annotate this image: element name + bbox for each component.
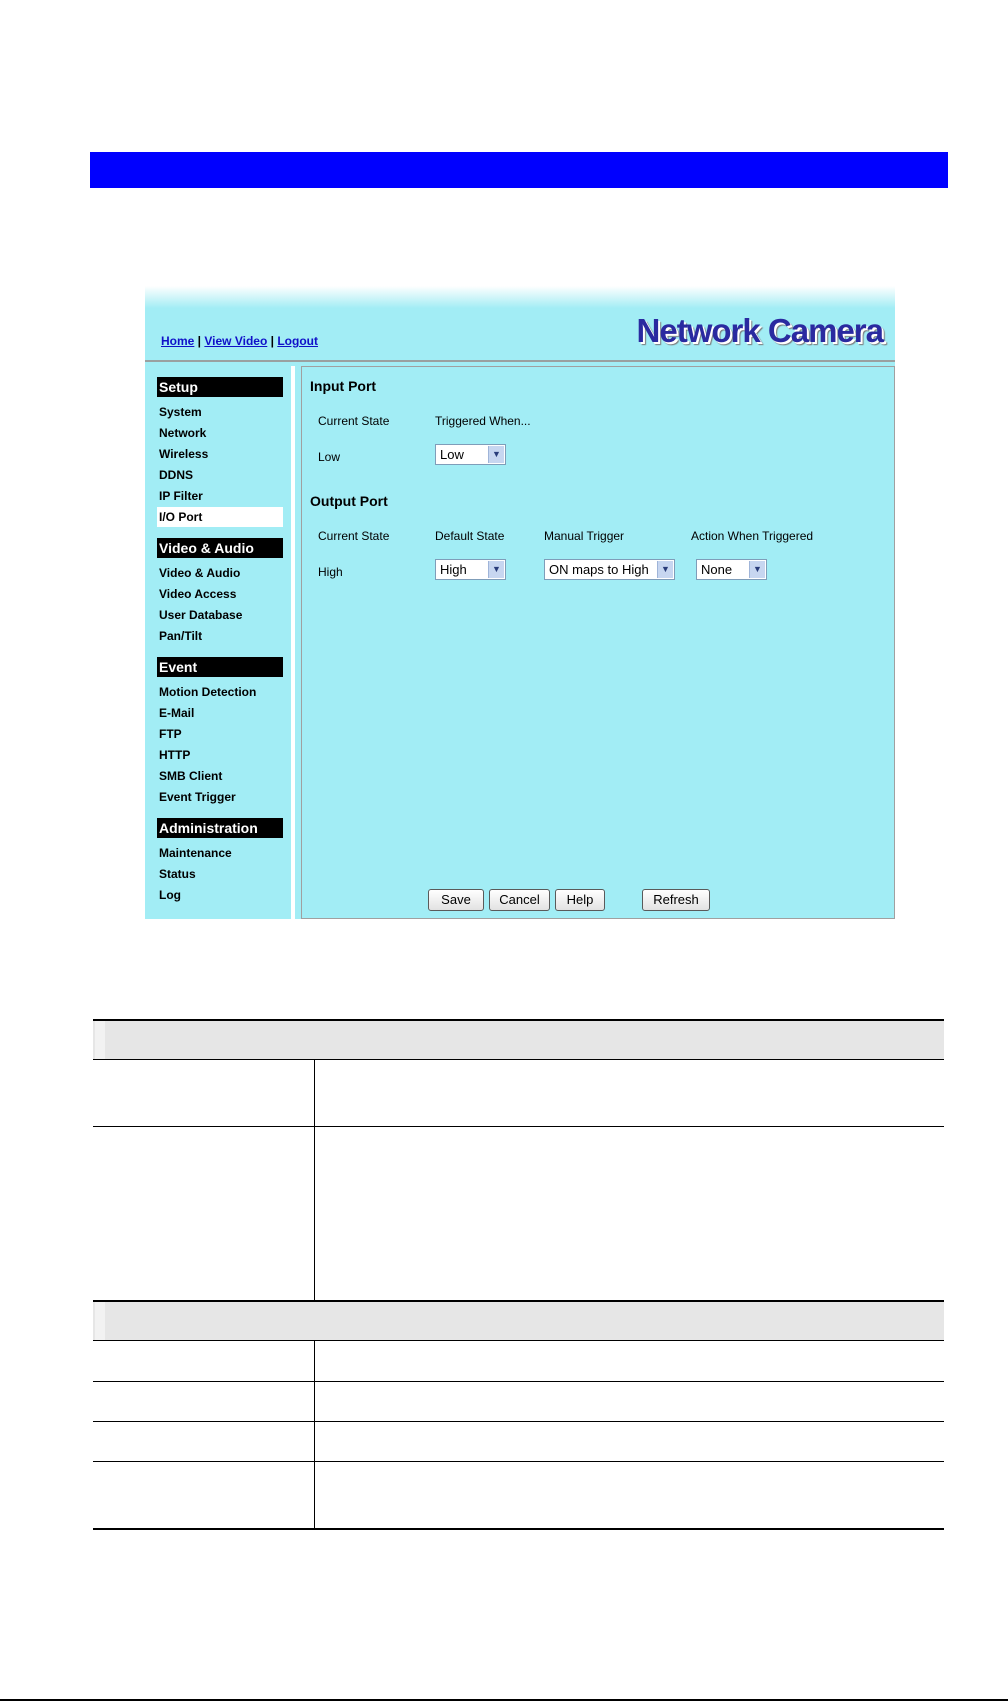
sidebar-section-video-audio: Video & Audio: [157, 538, 283, 558]
table-rule: [93, 1019, 944, 1021]
page-header: [145, 286, 895, 360]
field-description-table: [93, 1019, 944, 1530]
table-section-header: [93, 1021, 944, 1059]
sidebar-item-smb-client[interactable]: SMB Client: [159, 769, 223, 783]
sidebar-nav: [145, 366, 295, 919]
table-rule: [93, 1340, 944, 1341]
table-section-header-edge: [95, 1021, 105, 1059]
output-manual-trigger-select[interactable]: [544, 559, 675, 580]
sidebar-item-video-audio[interactable]: Video & Audio: [159, 566, 241, 580]
sidebar-item-ftp[interactable]: FTP: [159, 727, 182, 741]
output-manual-trigger-value: ON maps to High: [549, 562, 649, 577]
input-current-state-header: Current State: [318, 414, 390, 428]
help-button[interactable]: Help: [555, 889, 605, 911]
table-rule: [93, 1381, 944, 1382]
sidebar-item-io-port[interactable]: I/O Port: [157, 507, 283, 527]
table-rule: [93, 1528, 944, 1530]
view-video-link[interactable]: View Video: [204, 334, 268, 348]
chevron-down-icon: ▼: [657, 561, 673, 578]
table-section-header: [93, 1302, 944, 1340]
network-camera-logo: Network Camera: [636, 312, 883, 349]
output-action-header: Action When Triggered: [691, 529, 814, 543]
table-rule: [93, 1059, 944, 1060]
sidebar-item-email[interactable]: E-Mail: [159, 706, 195, 720]
sidebar-item-maintenance[interactable]: Maintenance: [159, 846, 232, 860]
input-current-state-value: Low: [318, 450, 341, 464]
chevron-down-icon: ▼: [488, 561, 504, 578]
input-triggered-when-select[interactable]: [435, 444, 506, 465]
table-rule: [93, 1126, 944, 1127]
output-current-state-value: High: [318, 565, 343, 579]
io-port-panel: [301, 366, 895, 919]
sidebar-section-setup: Setup: [157, 377, 283, 397]
input-triggered-when-value: Low: [440, 447, 464, 462]
table-section-header-edge: [95, 1302, 105, 1340]
chevron-down-icon: ▼: [488, 446, 504, 463]
output-port-title: Output Port: [310, 493, 388, 509]
table-rule: [93, 1461, 944, 1462]
chevron-down-icon: ▼: [749, 561, 765, 578]
sidebar-item-user-database[interactable]: User Database: [159, 608, 243, 622]
sidebar-item-ddns[interactable]: DDNS: [159, 468, 194, 482]
output-action-value: None: [701, 562, 733, 577]
link-separator: |: [267, 334, 278, 348]
output-current-state-header: Current State: [318, 529, 390, 543]
save-button[interactable]: Save: [428, 889, 484, 911]
sidebar-item-log[interactable]: Log: [159, 888, 181, 902]
sidebar-item-wireless[interactable]: Wireless: [159, 447, 209, 461]
table-column-divider: [314, 1340, 315, 1528]
sidebar-section-administration: Administration: [157, 818, 283, 838]
link-separator: |: [194, 334, 205, 348]
output-default-state-header: Default State: [435, 529, 505, 543]
logout-link[interactable]: Logout: [277, 334, 318, 348]
input-port-title: Input Port: [310, 378, 377, 394]
sidebar-item-event-trigger[interactable]: Event Trigger: [159, 790, 236, 804]
sidebar-item-network[interactable]: Network: [159, 426, 207, 440]
output-manual-trigger-header: Manual Trigger: [544, 529, 625, 543]
sidebar-item-video-access[interactable]: Video Access: [159, 587, 237, 601]
sidebar-item-pan-tilt[interactable]: Pan/Tilt: [159, 629, 203, 643]
camera-settings-screenshot: [145, 286, 895, 919]
home-link[interactable]: Home: [161, 334, 195, 348]
top-nav-links: [161, 334, 318, 348]
output-default-state-value: High: [440, 562, 467, 577]
table-column-divider: [314, 1059, 315, 1300]
sidebar-section-event: Event: [157, 657, 283, 677]
sidebar-item-system[interactable]: System: [159, 405, 202, 419]
cancel-button[interactable]: Cancel: [489, 889, 550, 911]
sidebar-item-motion-detection[interactable]: Motion Detection: [159, 685, 257, 699]
output-action-select[interactable]: [696, 559, 767, 580]
sidebar-item-ip-filter[interactable]: IP Filter: [159, 489, 203, 503]
table-rule: [93, 1300, 944, 1302]
table-rule: [93, 1421, 944, 1422]
sidebar-item-status[interactable]: Status: [159, 867, 196, 881]
section-title-bar: [90, 152, 948, 188]
header-divider: [145, 360, 895, 362]
sidebar-item-http[interactable]: HTTP: [159, 748, 191, 762]
refresh-button[interactable]: Refresh: [642, 889, 710, 911]
input-triggered-when-header: Triggered When...: [435, 414, 531, 428]
output-default-state-select[interactable]: [435, 559, 506, 580]
